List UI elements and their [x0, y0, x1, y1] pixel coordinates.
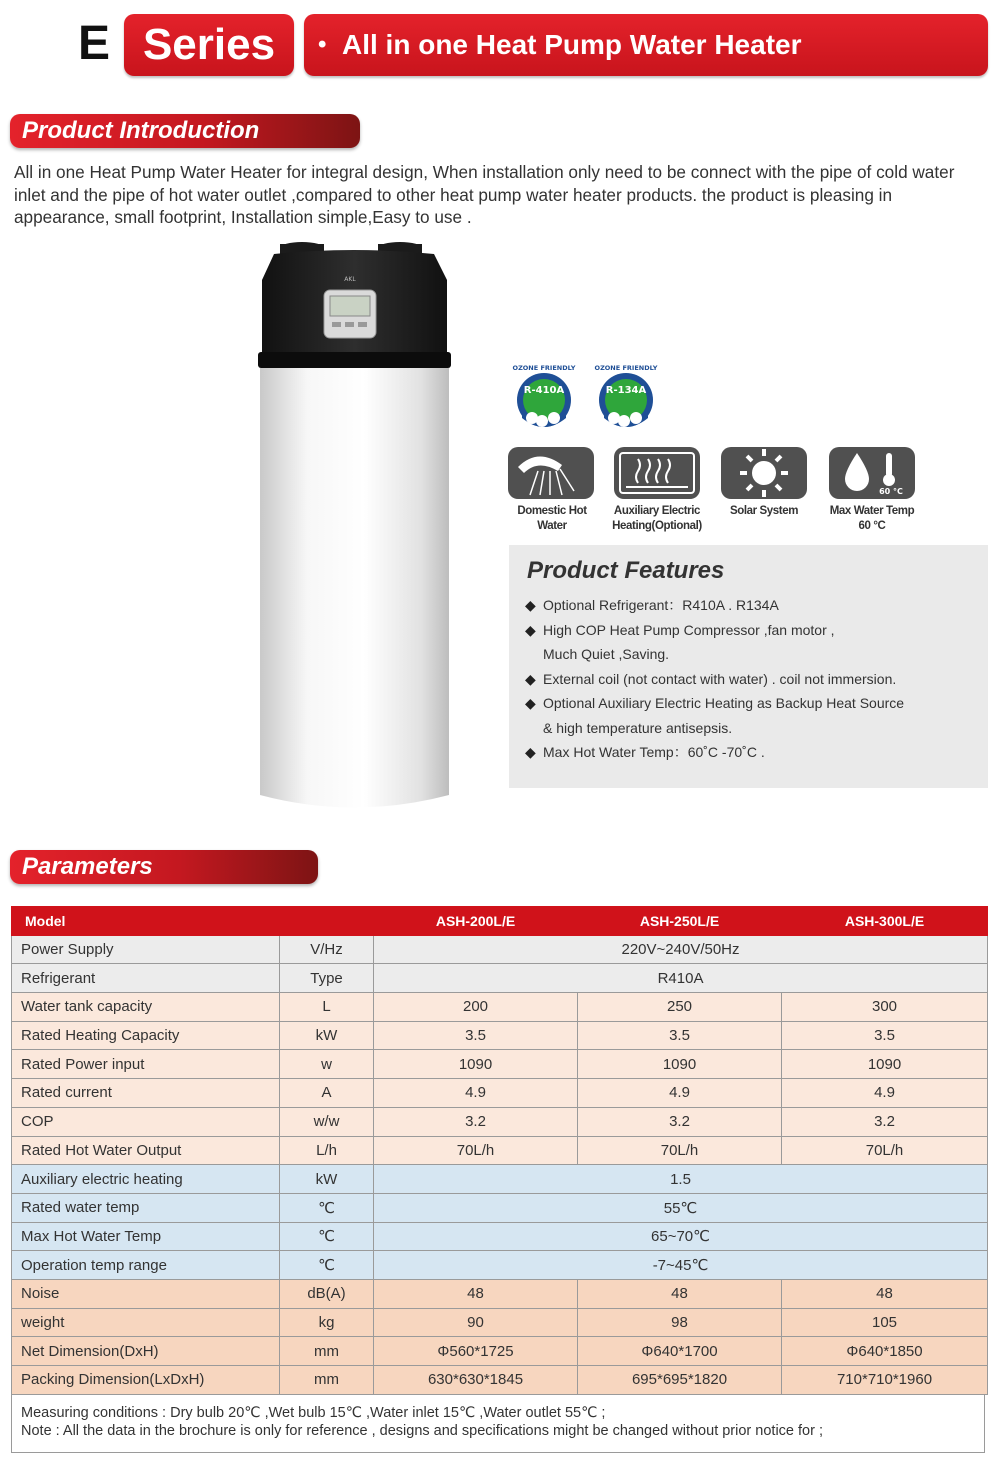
parameter-value: 4.9: [374, 1079, 578, 1108]
feature-item: [525, 618, 975, 643]
parameter-value: 630*630*1845: [374, 1366, 578, 1395]
parameter-unit: kg: [280, 1308, 374, 1337]
parameter-name: Refrigerant: [12, 964, 280, 993]
column-header-model-name: ASH-250L/E: [578, 907, 782, 936]
ozone-friendly-badge-r134a: [588, 360, 664, 436]
parameter-name: Net Dimension(DxH): [12, 1337, 280, 1366]
parameter-value-all-models: 65~70℃: [374, 1222, 988, 1251]
parameter-value: 70L/h: [374, 1136, 578, 1165]
parameter-value: 710*710*1960: [782, 1366, 988, 1395]
parameter-name: Max Hot Water Temp: [12, 1222, 280, 1251]
parameter-value-all-models: 55℃: [374, 1193, 988, 1222]
intro-text: All in one Heat Pump Water Heater for integral design, When installation only need to be connect with the pipe of cold water inlet and the pipe of hot water outlet ,compared to other heat pump water heater products. the product is pleasing in appearance, small footprint, Installation simple,Easy to use .: [14, 162, 955, 227]
parameter-name: Rated current: [12, 1079, 280, 1108]
reference-disclaimer-note: Note : All the data in the brochure is only for reference , designs and specifications might be changed without prior notice for ;: [21, 1422, 823, 1439]
parameter-value: 4.9: [578, 1079, 782, 1108]
diamond-bullet-icon: ◆: [525, 670, 536, 687]
parameter-value: 90: [374, 1308, 578, 1337]
parameter-value: 1090: [578, 1050, 782, 1079]
parameter-value: 3.2: [578, 1107, 782, 1136]
diamond-bullet-icon: ◆: [525, 744, 536, 760]
parameter-value: 70L/h: [782, 1136, 988, 1165]
parameter-value-all-models: 1.5: [374, 1165, 988, 1194]
parameter-value: 3.2: [782, 1107, 988, 1136]
parameter-unit: ℃: [280, 1251, 374, 1280]
parameter-value: 1090: [782, 1050, 988, 1079]
badge-ring-text: OZONE FRIENDLY: [512, 364, 576, 372]
parameter-name: weight: [12, 1308, 280, 1337]
series-label: Series: [124, 14, 294, 76]
series-letter: E: [78, 17, 111, 70]
parameter-name: Auxiliary electric heating: [12, 1165, 280, 1194]
parameter-name: Noise: [12, 1279, 280, 1308]
table-row: [12, 1279, 988, 1308]
parameter-unit: w: [280, 1050, 374, 1079]
table-row: [12, 1165, 988, 1194]
table-header-row: [12, 907, 988, 936]
parameter-value-all-models: -7~45℃: [374, 1251, 988, 1280]
feature-text: Optional Refrigerant：R410A . R134A: [543, 597, 779, 613]
feature-text: Max Hot Water Temp：60˚C -70˚C .: [543, 744, 765, 760]
parameter-name: Packing Dimension(LxDxH): [12, 1366, 280, 1395]
parameter-value: 4.9: [782, 1079, 988, 1108]
parameter-value-all-models: 220V~240V/50Hz: [374, 935, 988, 964]
parameter-value: 200: [374, 993, 578, 1022]
table-row: [12, 1337, 988, 1366]
parameter-unit: Type: [280, 964, 374, 993]
features-list: [525, 593, 975, 765]
parameter-value: 48: [578, 1279, 782, 1308]
parameter-value: 3.2: [374, 1107, 578, 1136]
parameter-value: Φ640*1850: [782, 1337, 988, 1366]
feature-text: Optional Auxiliary Electric Heating as Backup Heat Source: [543, 695, 905, 711]
parameter-unit: V/Hz: [280, 935, 374, 964]
parameter-value: 1090: [374, 1050, 578, 1079]
parameter-unit: ℃: [280, 1222, 374, 1251]
badge-refrigerant-label: R-134A: [605, 385, 647, 396]
table-row: [12, 993, 988, 1022]
title-bullet: •: [318, 31, 327, 58]
parameter-unit: kW: [280, 1165, 374, 1194]
parameter-unit: mm: [280, 1337, 374, 1366]
table-row: [12, 1222, 988, 1251]
measuring-conditions-note: Measuring conditions : Dry bulb 20℃ ,Wet bulb 15℃ ,Water inlet 15℃ ,Water outlet 55℃ ;: [21, 1405, 606, 1421]
table-row: [12, 935, 988, 964]
ozone-friendly-badge-r410a: [506, 360, 582, 436]
feature-text: External coil (not contact with water) . coil not immersion.: [543, 670, 897, 687]
feature-item: [525, 716, 975, 741]
parameter-value: 70L/h: [578, 1136, 782, 1165]
intro-heading: Product Introduction: [10, 114, 360, 148]
parameter-unit: L: [280, 993, 374, 1022]
product-features-box: [509, 545, 988, 788]
parameter-value: 695*695*1820: [578, 1366, 782, 1395]
parameter-value: 3.5: [782, 1021, 988, 1050]
parameter-name: Water tank capacity: [12, 993, 280, 1022]
parameter-unit: ℃: [280, 1193, 374, 1222]
heat-pump-product-image: [252, 240, 457, 810]
table-row: [12, 1136, 988, 1165]
parameter-unit: A: [280, 1079, 374, 1108]
feature-item: [525, 593, 975, 618]
feature-text: Much Quiet ,Saving.: [543, 646, 670, 662]
parameter-name: Rated water temp: [12, 1193, 280, 1222]
parameter-name: Operation temp range: [12, 1251, 280, 1280]
table-row: [12, 1366, 988, 1395]
table-row: [12, 1308, 988, 1337]
feature-label-max-water-temp: Max Water Temp 60 °C: [829, 505, 915, 532]
badge-refrigerant-label: R-410A: [523, 385, 565, 396]
parameter-unit: L/h: [280, 1136, 374, 1165]
diamond-bullet-icon: ◆: [525, 597, 536, 613]
badge-ring-text: OZONE FRIENDLY: [594, 364, 658, 372]
parameter-value: 48: [374, 1279, 578, 1308]
diamond-bullet-icon: ◆: [525, 695, 536, 711]
parameter-value: 98: [578, 1308, 782, 1337]
column-header-model-name: ASH-300L/E: [782, 907, 988, 936]
parameter-name: Rated Heating Capacity: [12, 1021, 280, 1050]
column-header-model: Model: [12, 907, 374, 936]
table-row: [12, 964, 988, 993]
page-title: All in one Heat Pump Water Heater: [342, 29, 802, 60]
water-thermometer-icon: [829, 447, 915, 499]
parameter-value: Φ560*1725: [374, 1337, 578, 1366]
heating-element-icon: [614, 447, 700, 499]
parameter-name: Rated Power input: [12, 1050, 280, 1079]
feature-label-auxiliary-heating: Auxiliary Electric Heating(Optional): [612, 505, 702, 532]
measurement-notes: [11, 1395, 985, 1453]
table-row: [12, 1251, 988, 1280]
table-row: [12, 1079, 988, 1108]
feature-text: & high temperature antisepsis.: [543, 719, 733, 736]
sun-icon: [721, 447, 807, 499]
parameter-value: 105: [782, 1308, 988, 1337]
parameter-value: 300: [782, 993, 988, 1022]
parameter-value: Φ640*1700: [578, 1337, 782, 1366]
parameters-heading: Parameters: [10, 850, 318, 884]
column-header-model-name: ASH-200L/E: [374, 907, 578, 936]
feature-label-domestic-hot-water: Domestic Hot Water: [517, 505, 587, 532]
feature-text: High COP Heat Pump Compressor ,fan motor ,: [543, 621, 835, 638]
feature-label-solar-system: Solar System: [729, 505, 799, 517]
parameter-value: 3.5: [374, 1021, 578, 1050]
features-title: Product Features: [527, 557, 725, 584]
product-brand: AKL: [344, 276, 356, 283]
parameter-value: 250: [578, 993, 782, 1022]
table-row: [12, 1193, 988, 1222]
parameter-unit: w/w: [280, 1107, 374, 1136]
table-row: [12, 1021, 988, 1050]
parameter-value: 48: [782, 1279, 988, 1308]
parameter-value: 3.5: [578, 1021, 782, 1050]
parameter-name: Power Supply: [12, 935, 280, 964]
max-temp-icon-text: 60 °C: [879, 487, 903, 496]
parameter-name: Rated Hot Water Output: [12, 1136, 280, 1165]
parameter-unit: mm: [280, 1366, 374, 1395]
parameter-unit: dB(A): [280, 1279, 374, 1308]
feature-item: [525, 642, 975, 667]
parameter-unit: kW: [280, 1021, 374, 1050]
parameters-table: [11, 906, 988, 1395]
feature-item: [525, 691, 975, 716]
title-banner: [304, 14, 988, 76]
feature-item: [525, 740, 975, 765]
table-row: [12, 1107, 988, 1136]
diamond-bullet-icon: ◆: [525, 621, 536, 638]
parameter-value-all-models: R410A: [374, 964, 988, 993]
feature-item: [525, 667, 975, 692]
parameter-name: COP: [12, 1107, 280, 1136]
shower-icon: [508, 447, 594, 499]
table-row: [12, 1050, 988, 1079]
